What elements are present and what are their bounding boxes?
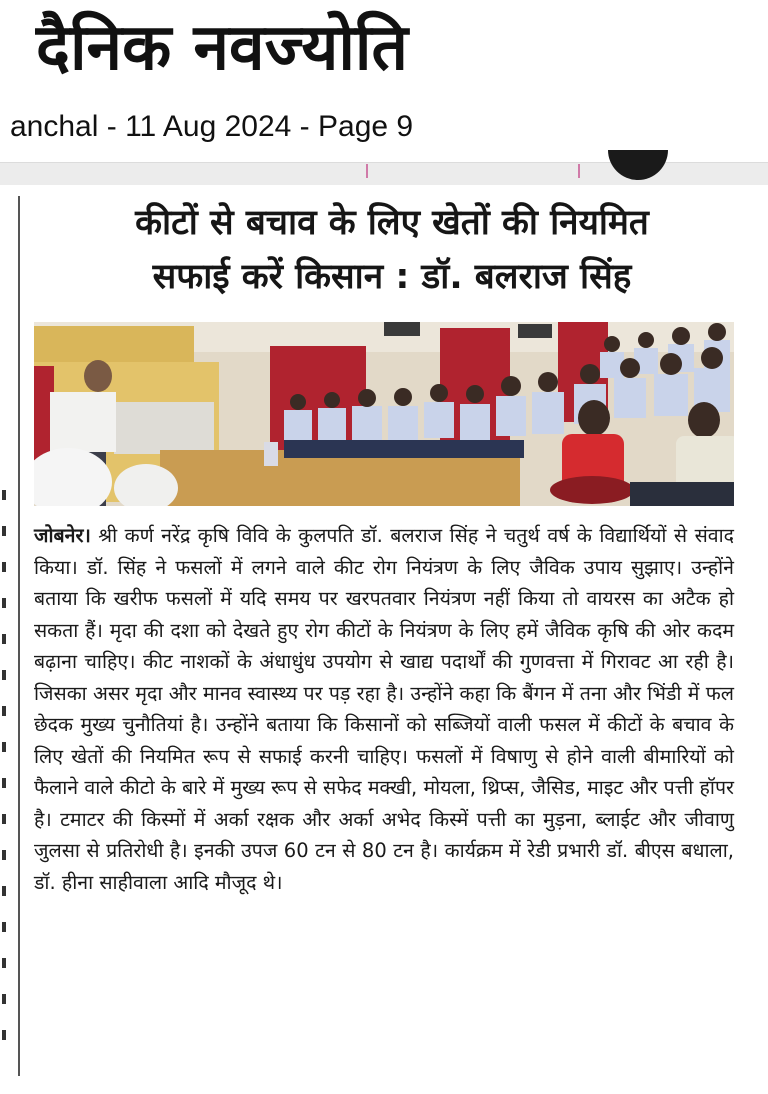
headline-line-2: सफाई करें किसान : डॉ. बलराज सिंह	[152, 257, 632, 297]
article-dateline: जोबनेर।	[34, 524, 91, 547]
article-body	[34, 520, 734, 898]
headline-line-1: कीटों से बचाव के लिए खेतों की नियमित	[135, 203, 649, 243]
column-rule	[18, 196, 20, 1076]
lecture-hall-photo-icon	[34, 322, 734, 506]
newspaper-masthead: दैनिक नवज्योति	[36, 11, 408, 85]
divider-tick	[578, 164, 580, 178]
divider-tick	[366, 164, 368, 178]
edition-line: anchal - 11 Aug 2024 - Page 9	[10, 110, 414, 143]
article-headline	[36, 196, 748, 304]
photo-image	[34, 322, 734, 506]
adjacent-column-fragments	[2, 490, 8, 1080]
article-text: श्री कर्ण नरेंद्र कृषि विवि के कुलपति डॉ. बलराज सिंह ने चतुर्थ वर्ष के विद्यार्थियों से संवाद किया। डॉ. सिंह ने फसलों में लगने वाले कीट रोग नियंत्रण के लिए जैविक उपाय सुझाए। उन्होंने बताया कि खरीफ फसलों में यदि समय पर खरपतवार नियंत्रण नहीं किया तो वायरस का अटैक हो सकता हैं। मृदा की दशा को देखते हुए रोग कीटों के नियंत्रण के लिए हमें जैविक कृषि की ओर कदम बढ़ाना चाहिए। कीट नाशकों के अंधाधुंध उपयोग से खाद्य पदार्थों की गुणवत्ता में गिरावट आ रही है। जिसका असर मृदा और मानव स्वास्थ्य पर पड़ रहा है। उन्होंने कहा कि बैंगन में तना और भिंडी में फल छेदक मुख्य चुनौतियां है। उन्होंने बताया कि किसानों को सब्जियों वाली फसल में कीटों के बचाव के लिए खेतों की नियमित रूप से सफाई करनी चाहिए। फसलों में विषाणु से होने वाली बीमारियों को फैलाने वाले कीटो के बारे में मुख्य रूप से सफेद मक्खी, मोयला, थ्रिप्स, जैसिड, माइट और पत्ती हॉपर है। टमाटर की किस्मों में अर्का रक्षक और अर्का अभेद किस्में पत्ती का मुड़ना, ब्लाईट और जीवाणु जुलसा से प्रतिरोधी है। इनकी उपज 60 टन से 80 टन है। कार्यक्रम में रेडी प्रभारी डॉ. बीएस बधाला, डॉ. हीना साहीवाला आदि मौजूद थे।	[34, 524, 734, 894]
